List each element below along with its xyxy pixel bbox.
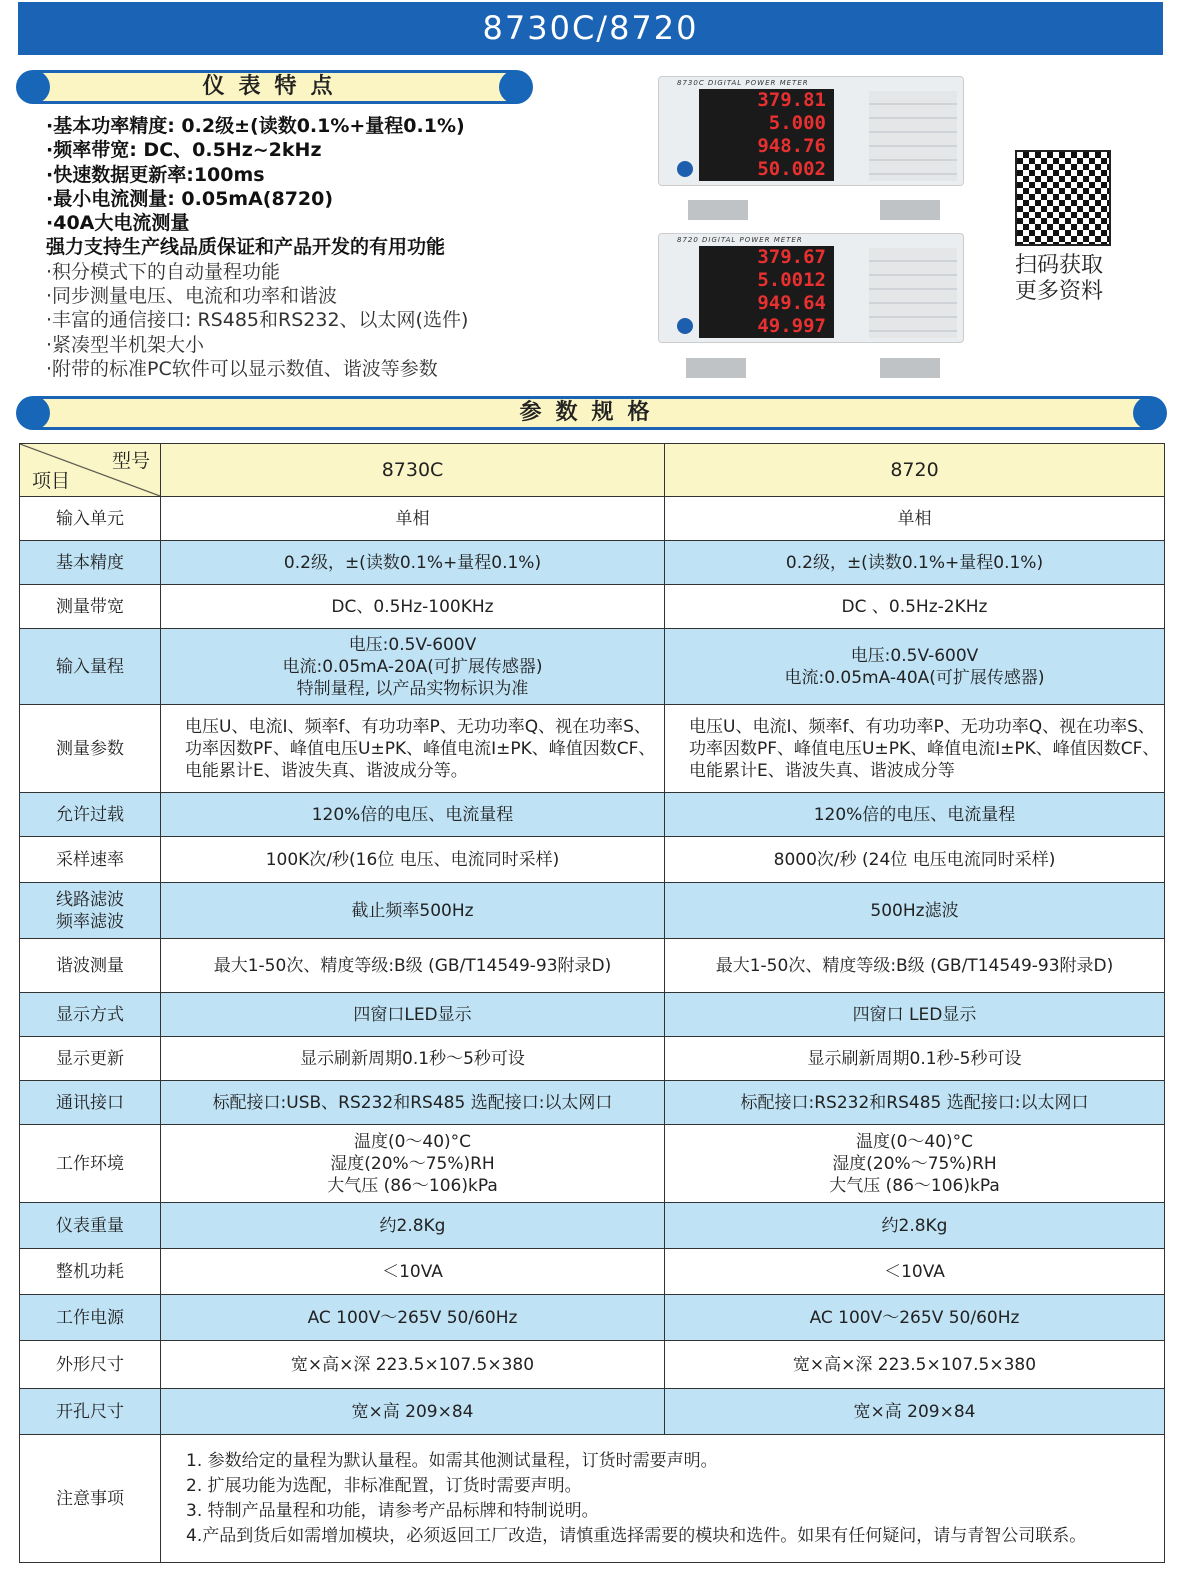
device-label: 8720 DIGITAL POWER METER [677, 236, 803, 244]
table-row [20, 1341, 1165, 1389]
value-8730c: 宽×高×深 223.5×107.5×380 [161, 1341, 665, 1389]
corner-model-label: 型号 [111, 450, 150, 472]
device-foot [880, 358, 940, 378]
row-label: 工作环境 [20, 1125, 161, 1203]
feature-item: 强力支持生产线品质保证和产品开发的有用功能 [46, 236, 446, 259]
value-8720: 约2.8Kg [665, 1203, 1165, 1249]
row-label: 通讯接口 [20, 1081, 161, 1125]
value-8730c: 最大1-50次、精度等级:B级 (GB/T14549-93附录D) [161, 939, 665, 993]
keypad [869, 91, 957, 181]
table-row [20, 585, 1165, 629]
banner-dot-right [1133, 396, 1167, 430]
note-item: 4.产品到货后如需增加模块，必须返回工厂改造，请慎重选择需要的模块和选件。如果有任何疑问，请与青智公司联系。 [186, 1525, 1087, 1546]
reading: 948.76 [757, 135, 826, 157]
value-8730c: AC 100V～265V 50/60Hz [161, 1295, 665, 1341]
value-8730c: 温度(0～40)°C 湿度(20%～75%)RH 大气压 (86～106)kPa [161, 1125, 665, 1203]
reading: 379.67 [757, 246, 826, 268]
feature-item: ·同步测量电压、电流和功率和谐波 [46, 285, 338, 308]
table-row [20, 1203, 1165, 1249]
power-knob [677, 161, 693, 177]
model-header-8720: 8720 [665, 444, 1165, 497]
feature-item: ·最小电流测量: 0.05mA(8720) [46, 187, 334, 210]
value-8720: 电压U、电流I、频率f、有功功率P、无功功率Q、视在功率S、 功率因数PF、峰值电压U±PK、峰值电流I±PK、峰值因数CF、 电能累计E、谐波失真、谐波成分等 [665, 705, 1165, 793]
reading: 5.000 [768, 112, 826, 134]
row-label: 仪表重量 [20, 1203, 161, 1249]
row-label: 输入量程 [20, 629, 161, 705]
value-8730c: 显示刷新周期0.1秒～5秒可设 [161, 1037, 665, 1081]
table-row [20, 629, 1165, 705]
features-banner [18, 70, 531, 104]
table-row [20, 1081, 1165, 1125]
model-header-8730c: 8730C [161, 444, 665, 497]
table-header-row [20, 444, 1165, 497]
table-row [20, 1295, 1165, 1341]
reading: 379.81 [757, 89, 826, 111]
led-display [699, 89, 834, 181]
row-label: 采样速率 [20, 837, 161, 883]
value-8720: 显示刷新周期0.1秒-5秒可设 [665, 1037, 1165, 1081]
row-label: 谐波测量 [20, 939, 161, 993]
table-row [20, 939, 1165, 993]
table-row [20, 497, 1165, 541]
reading: 5.0012 [757, 269, 826, 291]
notes-row [20, 1435, 1165, 1563]
note-item: 2. 扩展功能为选配，非标准配置，订货时需要声明。 [186, 1475, 582, 1496]
features-list [46, 114, 468, 381]
reading: 50.002 [757, 158, 826, 180]
note-item: 1. 参数给定的量程为默认量程。如需其他测试量程，订货时需要声明。 [186, 1450, 718, 1471]
table-row [20, 793, 1165, 837]
value-8730c: 单相 [161, 497, 665, 541]
table-row [20, 1389, 1165, 1435]
device-foot [688, 200, 748, 220]
value-8720: 最大1-50次、精度等级:B级 (GB/T14549-93附录D) [665, 939, 1165, 993]
page-title: 8730C/8720 [18, 2, 1163, 55]
keypad [869, 248, 957, 338]
value-8720: 宽×高×深 223.5×107.5×380 [665, 1341, 1165, 1389]
reading: 49.997 [757, 315, 826, 337]
device-foot [686, 358, 746, 378]
value-8730c: DC、0.5Hz-100KHz [161, 585, 665, 629]
feature-item: ·快速数据更新率:100ms [46, 163, 265, 186]
value-8720: 120%倍的电压、电流量程 [665, 793, 1165, 837]
value-8730c: ＜10VA [161, 1249, 665, 1295]
feature-item: ·紧凑型半机架大小 [46, 333, 205, 356]
feature-item: ·40A大电流测量 [46, 212, 190, 235]
value-8720: DC 、0.5Hz-2KHz [665, 585, 1165, 629]
value-8730c: 电压U、电流I、频率f、有功功率P、无功功率Q、视在功率S、 功率因数PF、峰值电压U±PK、峰值电流I±PK、峰值因数CF、 电能累计E、谐波失真、谐波成分等。 [161, 705, 665, 793]
banner-dot-right [499, 70, 533, 104]
row-label: 线路滤波 频率滤波 [20, 883, 161, 939]
notes-content [161, 1435, 1165, 1563]
value-8720: 0.2级，±(读数0.1%+量程0.1%) [665, 541, 1165, 585]
feature-item: ·积分模式下的自动量程功能 [46, 260, 281, 283]
table-row [20, 883, 1165, 939]
table-row [20, 1037, 1165, 1081]
table-row [20, 837, 1165, 883]
row-label: 外形尺寸 [20, 1341, 161, 1389]
value-8730c: 标配接口:USB、RS232和RS485 选配接口:以太网口 [161, 1081, 665, 1125]
specs-heading: 参数规格 [519, 400, 664, 425]
value-8730c: 0.2级，±(读数0.1%+量程0.1%) [161, 541, 665, 585]
row-label: 整机功耗 [20, 1249, 161, 1295]
value-8720: 500Hz滤波 [665, 883, 1165, 939]
row-label: 显示更新 [20, 1037, 161, 1081]
note-item: 3. 特制产品量程和功能，请参考产品标牌和特制说明。 [186, 1500, 599, 1521]
value-8730c: 宽×高 209×84 [161, 1389, 665, 1435]
specs-banner [18, 396, 1165, 430]
reading: 949.64 [757, 292, 826, 314]
row-label: 允许过载 [20, 793, 161, 837]
qr-code[interactable] [1015, 150, 1111, 246]
qr-caption-line: 更多资料 [1015, 279, 1104, 304]
feature-item: ·附带的标准PC软件可以显示数值、谐波等参数 [46, 357, 438, 380]
table-row [20, 993, 1165, 1037]
value-8720: 温度(0～40)°C 湿度(20%～75%)RH 大气压 (86～106)kPa [665, 1125, 1165, 1203]
value-8730c: 约2.8Kg [161, 1203, 665, 1249]
value-8720: 四窗口 LED显示 [665, 993, 1165, 1037]
power-knob [677, 318, 693, 334]
qr-caption [1015, 253, 1103, 305]
row-label: 显示方式 [20, 993, 161, 1037]
value-8730c: 120%倍的电压、电流量程 [161, 793, 665, 837]
qr-caption-line: 扫码获取 [1015, 253, 1104, 278]
corner-cell [20, 444, 161, 497]
value-8730c: 截止频率500Hz [161, 883, 665, 939]
value-8720: AC 100V～265V 50/60Hz [665, 1295, 1165, 1341]
value-8730c: 电压:0.5V-600V 电流:0.05mA-20A(可扩展传感器) 特制量程, 以产品实物标识为准 [161, 629, 665, 705]
notes-label: 注意事项 [20, 1435, 161, 1563]
table-row [20, 1249, 1165, 1295]
feature-item: ·基本功率精度: 0.2级±(读数0.1%+量程0.1%) [46, 115, 465, 137]
row-label: 基本精度 [20, 541, 161, 585]
value-8720: 标配接口:RS232和RS485 选配接口:以太网口 [665, 1081, 1165, 1125]
feature-item: ·频率带宽: DC、0.5Hz~2kHz [46, 139, 322, 162]
value-8730c: 四窗口LED显示 [161, 993, 665, 1037]
device-image-8730c [658, 76, 964, 186]
row-label: 输入单元 [20, 497, 161, 541]
value-8730c: 100K次/秒(16位 电压、电流同时采样) [161, 837, 665, 883]
row-label: 测量带宽 [20, 585, 161, 629]
value-8720: 8000次/秒 (24位 电压电流同时采样) [665, 837, 1165, 883]
value-8720: 宽×高 209×84 [665, 1389, 1165, 1435]
row-label: 测量参数 [20, 705, 161, 793]
value-8720: 电压:0.5V-600V 电流:0.05mA-40A(可扩展传感器) [665, 629, 1165, 705]
features-heading: 仪表特点 [202, 74, 347, 99]
device-image-8720 [658, 233, 964, 343]
table-row [20, 705, 1165, 793]
value-8720: 单相 [665, 497, 1165, 541]
table-row [20, 1125, 1165, 1203]
device-foot [880, 200, 940, 220]
row-label: 开孔尺寸 [20, 1389, 161, 1435]
led-display [699, 246, 834, 338]
banner-dot-left [16, 70, 50, 104]
feature-item: ·丰富的通信接口: RS485和RS232、以太网(选件) [46, 309, 469, 332]
table-row [20, 541, 1165, 585]
corner-item-label: 项目 [32, 470, 71, 492]
value-8720: ＜10VA [665, 1249, 1165, 1295]
spec-table [19, 443, 1165, 1563]
banner-dot-left [16, 396, 50, 430]
row-label: 工作电源 [20, 1295, 161, 1341]
device-label: 8730C DIGITAL POWER METER [677, 79, 809, 87]
